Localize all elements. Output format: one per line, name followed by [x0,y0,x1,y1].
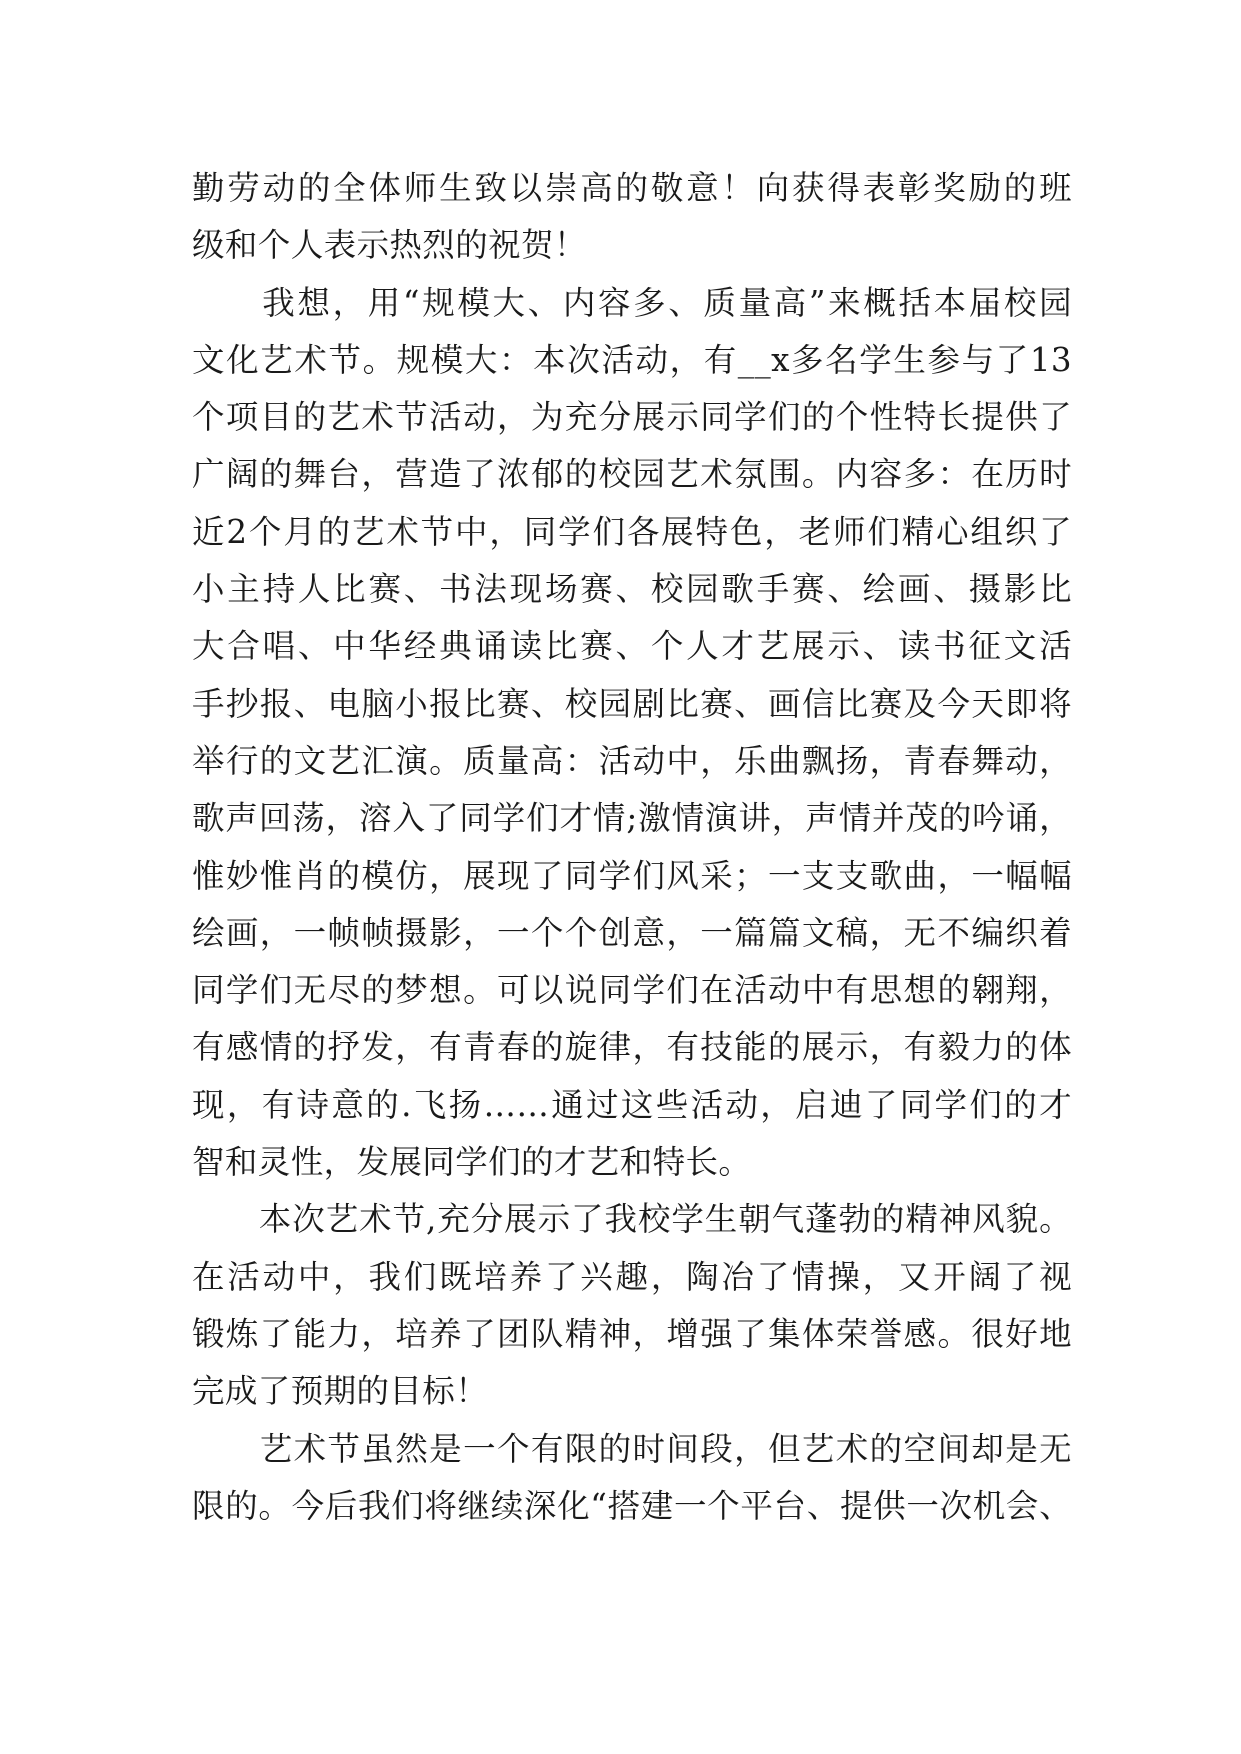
document-body [192,160,1072,1535]
text-line: 级和个人表示热烈的祝贺！ [192,226,587,265]
text-line: 在活动中，我们既培养了兴趣，陶冶了情操，又开阔了视 [192,1257,1072,1296]
text-line: 智和灵性，发展同学们的才艺和特长。 [192,1143,752,1182]
text-line: 广阔的舞台，营造了浓郁的校园艺术氛围。内容多：在历时 [192,455,1072,494]
text-line: 同学们无尽的梦想。可以说同学们在活动中有思想的翱翔， [192,971,1072,1010]
text-line: 文化艺术节。规模大：本次活动，有__x多名学生参与了13 [192,340,1072,379]
text-line: 限的。今后我们将继续深化“搭建一个平台、提供一次机会、 [192,1486,1072,1525]
text-line: 大合唱、中华经典诵读比赛、个人才艺展示、读书征文活 [192,627,1072,666]
text-line: 勤劳动的全体师生致以崇高的敬意！向获得表彰奖励的班 [192,169,1072,207]
text-line: 锻炼了能力，培养了团队精神，增强了集体荣誉感。很好地 [192,1314,1072,1353]
text-line: 举行的文艺汇演。质量高：活动中，乐曲飘扬，青春舞动， [192,741,1072,780]
text-line: 完成了预期的目标！ [192,1372,489,1411]
text-line: 绘画，一帧帧摄影，一个个创意，一篇篇文稿，无不编织着 [192,913,1072,952]
text-line: 惟妙惟肖的模仿，展现了同学们风采；一支支歌曲，一幅幅 [192,856,1072,895]
text-line: 我想，用“规模大、内容多、质量高”来概括本届校园 [192,283,1072,322]
text-line: 近2个月的艺术节中，同学们各展特色，老师们精心组织了 [192,512,1072,551]
text-line: 现，有诗意的.飞扬……通过这些活动，启迪了同学们的才 [192,1085,1072,1124]
text-line: 有感情的抒发，有青春的旋律，有技能的展示，有毅力的体 [192,1028,1072,1067]
text-line: 小主持人比赛、书法现场赛、校园歌手赛、绘画、摄影比 [192,570,1072,609]
text-line: 本次艺术节,充分展示了我校学生朝气蓬勃的精神风貌。 [192,1200,1072,1239]
text-line: 歌声回荡，溶入了同学们才情;激情演讲，声情并茂的吟诵， [192,799,1072,838]
text-line: 个项目的艺术节活动，为充分展示同学们的个性特长提供了 [192,398,1072,437]
text-line: 手抄报、电脑小报比赛、校园剧比赛、画信比赛及今天即将 [192,684,1072,723]
text-line: 艺术节虽然是一个有限的时间段，但艺术的空间却是无 [192,1429,1072,1468]
